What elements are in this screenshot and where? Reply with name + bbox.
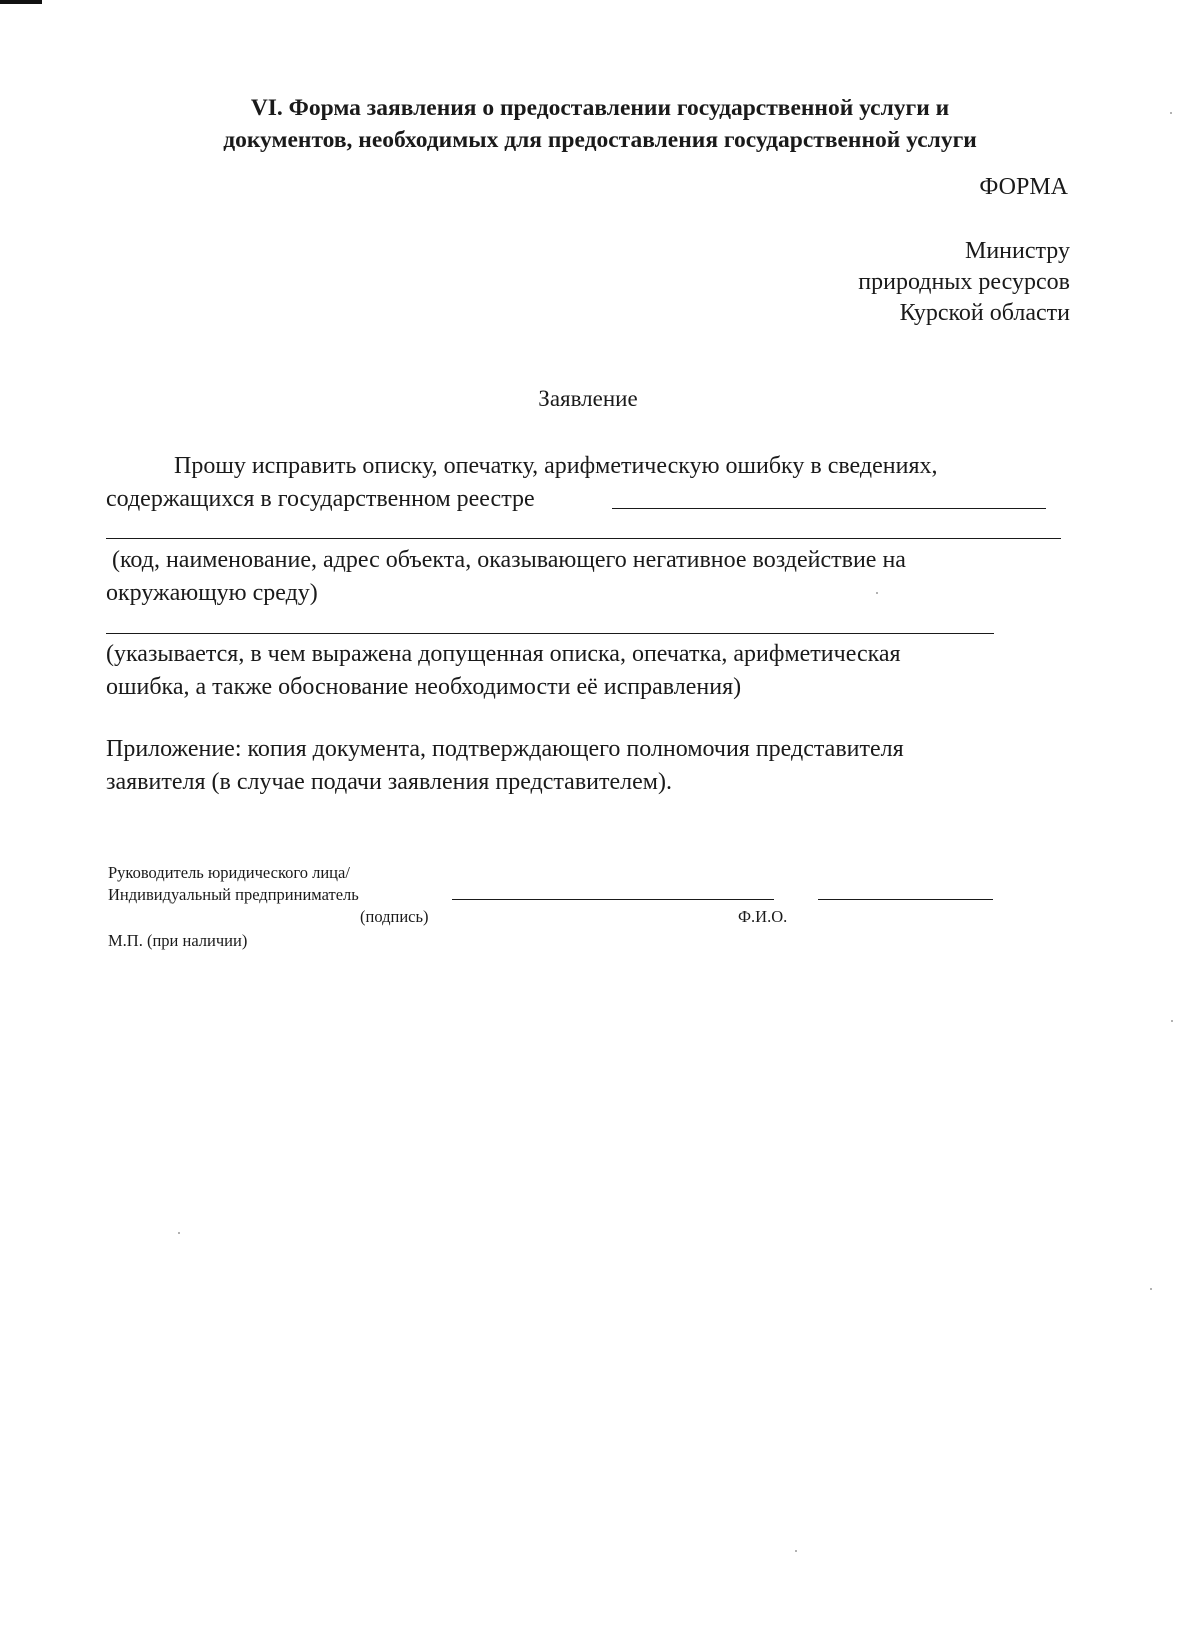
signatory-role-line-2: Индивидуальный предприниматель bbox=[108, 885, 359, 904]
registry-fill-line[interactable] bbox=[612, 508, 1046, 509]
attachment-line-1: Приложение: копия документа, подтверждающего полномочия представителя bbox=[106, 736, 904, 762]
error-fill-line[interactable] bbox=[106, 633, 994, 634]
statement-heading: Заявление bbox=[538, 386, 638, 411]
document-title bbox=[100, 92, 1100, 156]
scan-speck bbox=[1171, 1020, 1173, 1022]
addressee-block bbox=[858, 236, 1070, 329]
scan-speck bbox=[1170, 112, 1172, 114]
object-hint-line-1: (код, наименование, адрес объекта, оказывающего негативное воздействие на bbox=[112, 547, 906, 573]
signatory-role bbox=[108, 862, 359, 906]
request-line-1: Прошу исправить описку, опечатку, арифметическую ошибку в сведениях, bbox=[174, 453, 938, 479]
title-line-2: документов, необходимых для предоставления государственной услуги bbox=[223, 127, 977, 153]
addressee-line-1: Министру bbox=[965, 238, 1070, 264]
scan-speck bbox=[1150, 1288, 1152, 1290]
object-hint bbox=[106, 544, 906, 610]
object-fill-line[interactable] bbox=[106, 538, 1061, 539]
addressee-line-2: природных ресурсов bbox=[858, 269, 1070, 295]
scan-speck bbox=[178, 1232, 180, 1234]
attachment-paragraph bbox=[106, 733, 904, 799]
attachment-line-2: заявителя (в случае подачи заявления представителем). bbox=[106, 769, 672, 795]
signature-caption: (подпись) bbox=[360, 907, 429, 926]
scan-speck bbox=[795, 1550, 797, 1552]
scan-edge-mark bbox=[0, 0, 42, 4]
error-hint-line-1: (указывается, в чем выражена допущенная описка, опечатка, арифметическая bbox=[106, 641, 901, 667]
request-paragraph bbox=[106, 450, 937, 516]
signatory-role-line-1: Руководитель юридического лица/ bbox=[108, 863, 350, 882]
name-fill-line[interactable] bbox=[818, 899, 993, 900]
form-label: ФОРМА bbox=[979, 174, 1068, 200]
error-hint bbox=[106, 638, 901, 704]
addressee-line-3: Курской области bbox=[899, 300, 1070, 326]
object-hint-line-2: окружающую среду) bbox=[106, 580, 318, 606]
seal-note: М.П. (при наличии) bbox=[108, 931, 248, 950]
name-caption: Ф.И.О. bbox=[738, 907, 788, 926]
signature-fill-line[interactable] bbox=[452, 899, 774, 900]
error-hint-line-2: ошибка, а также обоснование необходимости её исправления) bbox=[106, 674, 742, 700]
title-line-1: VI. Форма заявления о предоставлении государственной услуги и bbox=[250, 95, 950, 121]
request-line-2: содержащихся в государственном реестре bbox=[106, 486, 535, 512]
